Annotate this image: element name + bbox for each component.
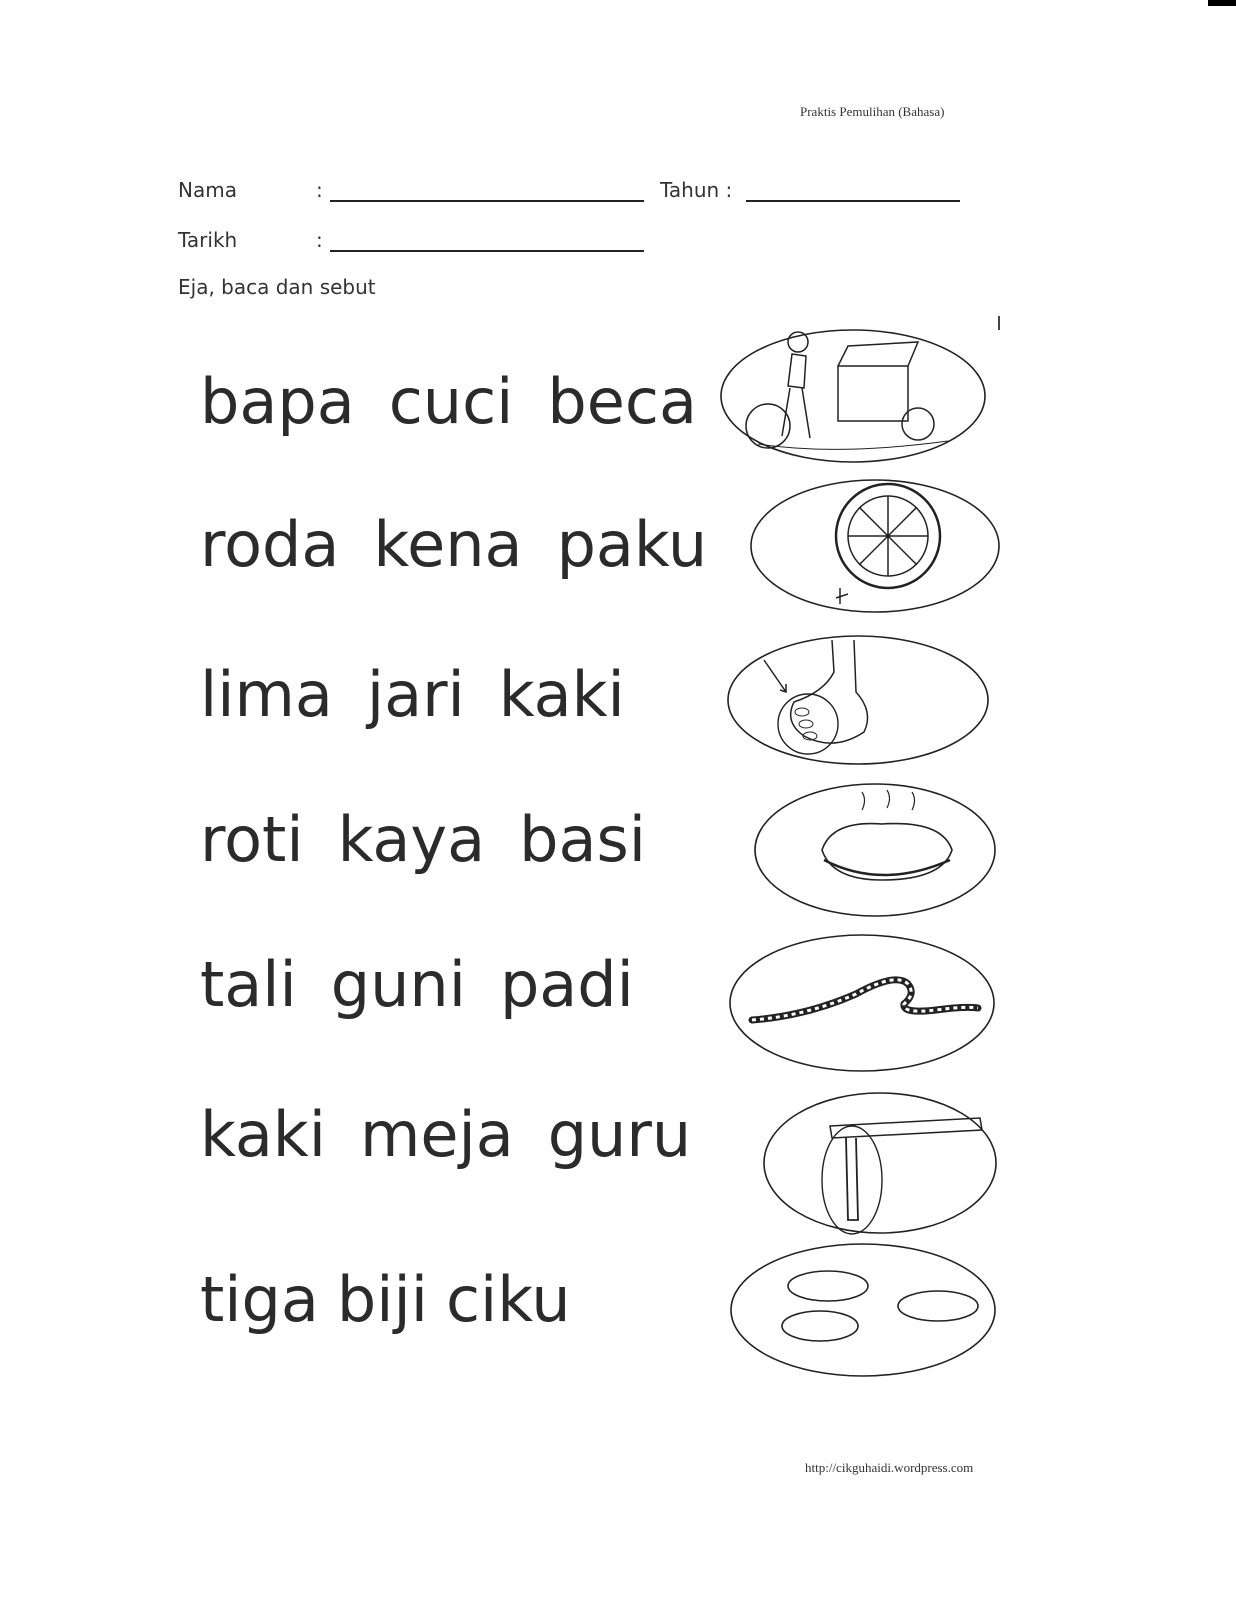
- word: bapa: [200, 365, 355, 438]
- trishaw-washing-icon: [718, 326, 988, 466]
- word: kaya: [337, 803, 486, 876]
- phrase-row: [200, 655, 659, 735]
- word: padi: [499, 948, 634, 1021]
- word: paku: [556, 508, 708, 581]
- phrase-row: [200, 505, 741, 585]
- wheel-nail-icon: [748, 476, 1002, 616]
- date-label: Tarikh: [178, 228, 238, 252]
- stray-mark: [998, 316, 1000, 330]
- phrase-row: [200, 945, 668, 1025]
- word: jari: [366, 658, 465, 731]
- table-leg-icon: [760, 1090, 1000, 1236]
- word: cuci: [388, 365, 514, 438]
- scan-corner-mark: [1208, 0, 1236, 6]
- word: tiga: [200, 1263, 319, 1336]
- name-colon: :: [316, 178, 323, 202]
- phrase-row: [200, 362, 731, 442]
- word: beca: [547, 365, 697, 438]
- word: kena: [373, 508, 523, 581]
- rope-icon: [726, 932, 998, 1074]
- phrase-row: [200, 800, 680, 880]
- word: kaki: [200, 1098, 326, 1171]
- year-label: Tahun :: [660, 178, 733, 202]
- date-field[interactable]: [330, 250, 644, 252]
- phrase-row: [200, 1260, 605, 1340]
- header-note: Praktis Pemulihan (Bahasa): [800, 104, 945, 119]
- word: tali: [200, 948, 297, 1021]
- phrase-row: [200, 1095, 725, 1175]
- foot-toes-icon: [724, 632, 992, 768]
- word: roti: [200, 803, 304, 876]
- word: guru: [547, 1098, 692, 1171]
- word: ciku: [445, 1263, 571, 1336]
- word: basi: [519, 803, 646, 876]
- stale-bread-icon: [752, 780, 998, 920]
- year-field[interactable]: [746, 200, 960, 202]
- word: kaki: [498, 658, 625, 731]
- word: biji: [336, 1263, 428, 1336]
- sapodilla-fruits-icon: [728, 1240, 998, 1380]
- name-label: Nama: [178, 178, 237, 202]
- word: meja: [359, 1098, 514, 1171]
- footer-url: http://cikguhaidi.wordpress.com: [805, 1460, 974, 1475]
- instruction-text: Eja, baca dan sebut: [178, 275, 376, 299]
- date-colon: :: [316, 228, 323, 252]
- word: lima: [200, 658, 333, 731]
- word: roda: [200, 508, 340, 581]
- name-field[interactable]: [330, 200, 644, 202]
- word: guni: [330, 948, 466, 1021]
